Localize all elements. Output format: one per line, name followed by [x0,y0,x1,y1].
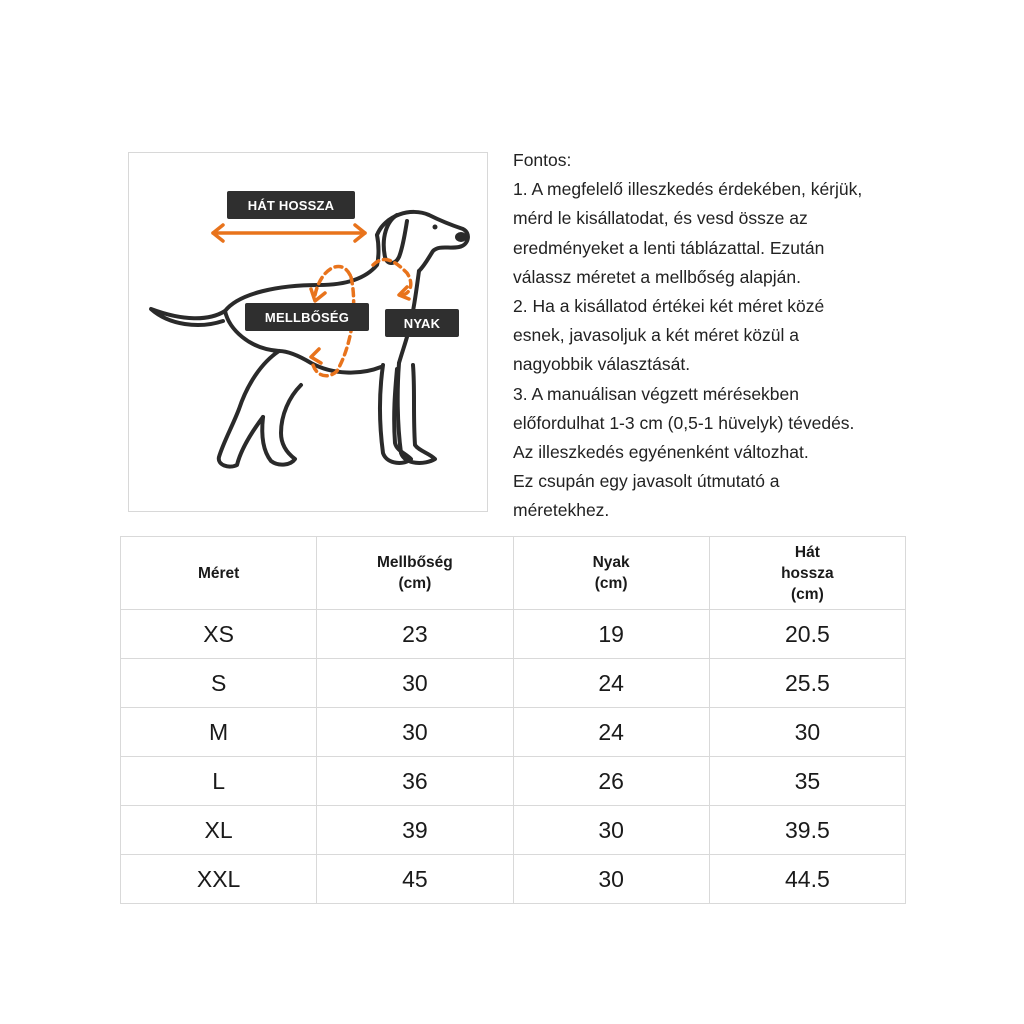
cell-chest: 39 [317,806,513,855]
table-row [121,855,906,904]
cell-chest: 30 [317,659,513,708]
measurement-notes [513,146,913,526]
cell-back-length: 35 [709,757,905,806]
cell-neck: 24 [513,708,709,757]
cell-size: S [121,659,317,708]
notes-line: Ez csupán egy javasolt útmutató a [513,471,780,492]
header-chest: Mellbőség (cm) [317,537,513,610]
notes-line: esnek, javasoljuk a két méret közül a [513,325,799,346]
cell-neck: 19 [513,610,709,659]
cell-back-length: 44.5 [709,855,905,904]
cell-size: L [121,757,317,806]
notes-line: eredményeket a lenti táblázattal. Ezután [513,237,825,258]
notes-line: válassz méretet a mellbőség alapján. [513,266,801,287]
table-row [121,806,906,855]
notes-line: méretekhez. [513,500,610,521]
header-size: Méret [121,537,317,610]
cell-size: M [121,708,317,757]
cell-back-length: 30 [709,708,905,757]
cell-back-length: 20.5 [709,610,905,659]
cell-chest: 23 [317,610,513,659]
cell-chest: 45 [317,855,513,904]
cell-neck: 26 [513,757,709,806]
table-header-row [121,537,906,610]
cell-back-length: 39.5 [709,806,905,855]
notes-line: 1. A megfelelő illeszkedés érdekében, kérjük, [513,179,863,200]
cell-neck: 30 [513,806,709,855]
table-row [121,708,906,757]
notes-line: előfordulhat 1-3 cm (0,5-1 hüvelyk) tévedés. [513,412,855,433]
cell-size: XL [121,806,317,855]
cell-size: XXL [121,855,317,904]
notes-line: Az illeszkedés egyénenként változhat. [513,442,809,463]
notes-line: nagyobbik választását. [513,354,691,375]
back-length-label: HÁT HOSSZA [227,191,355,219]
cell-chest: 30 [317,708,513,757]
notes-line: 3. A manuálisan végzett mérésekben [513,383,800,404]
dog-measurement-diagram [128,152,488,512]
table-row [121,757,906,806]
cell-back-length: 25.5 [709,659,905,708]
table-row [121,659,906,708]
neck-label: NYAK [385,309,459,337]
notes-line: Fontos: [513,150,572,170]
cell-neck: 30 [513,855,709,904]
chest-label: MELLBŐSÉG [245,303,369,331]
cell-chest: 36 [317,757,513,806]
header-back-length: Hát hossza (cm) [709,537,905,610]
table-row [121,610,906,659]
header-neck: Nyak (cm) [513,537,709,610]
size-table [120,536,906,904]
notes-line: mérd le kisállatodat, és vesd össze az [513,208,808,229]
notes-line: 2. Ha a kisállatod értékei két méret közé [513,296,825,317]
cell-size: XS [121,610,317,659]
cell-neck: 24 [513,659,709,708]
